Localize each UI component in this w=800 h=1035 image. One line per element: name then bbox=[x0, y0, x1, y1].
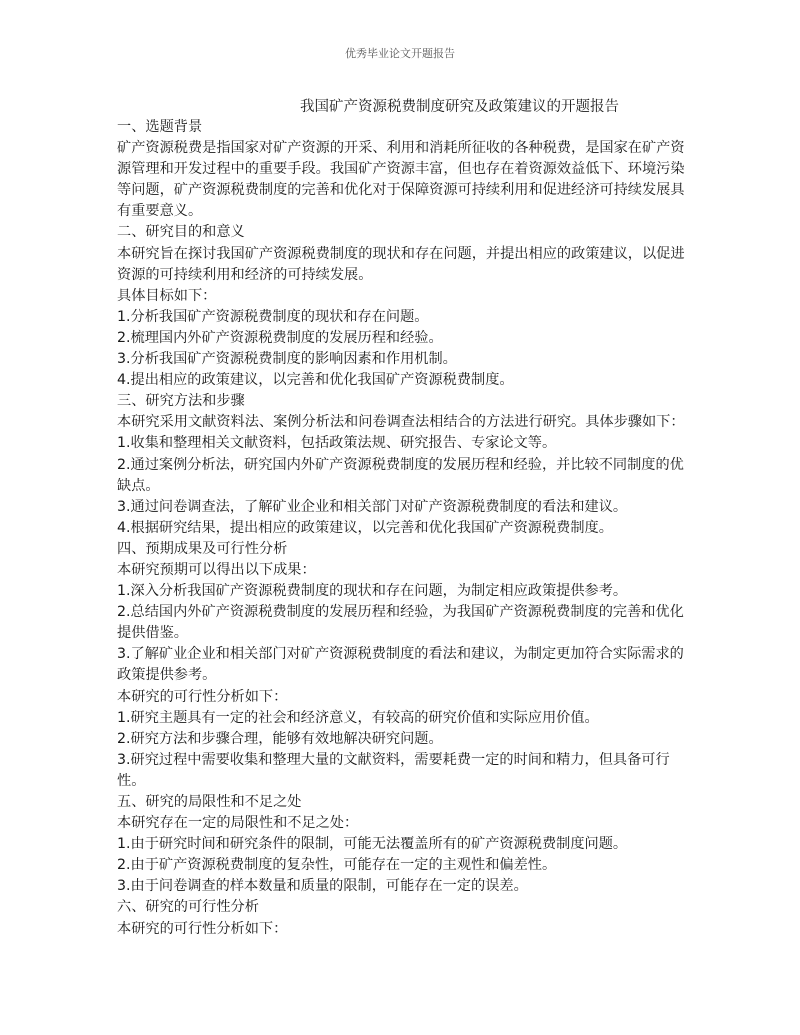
list-item: 3.分析我国矿产资源税费制度的影响因素和作用机制。 bbox=[117, 351, 457, 368]
list-item: 1.收集和整理相关文献资料，包括政策法规、研究报告、专家论文等。 bbox=[117, 435, 557, 452]
paragraph: 本研究预期可以得出以下成果： bbox=[117, 561, 316, 578]
list-item: 1.分析我国矿产资源税费制度的现状和存在问题。 bbox=[117, 308, 429, 325]
section-heading-1: 一、选题背景 bbox=[117, 119, 203, 135]
list-item: 2.通过案例分析法，研究国内外矿产资源税费制度的发展历程和经验，并比较不同制度的优缺点。 bbox=[117, 456, 684, 494]
list-item: 2.总结国内外矿产资源税费制度的发展历程和经验，为我国矿产资源税费制度的完善和优化提供借鉴。 bbox=[117, 604, 684, 642]
paragraph: 本研究的可行性分析如下： bbox=[117, 920, 288, 937]
list-item: 3.了解矿业企业和相关部门对矿产资源税费制度的看法和建议，为制定更加符合实际需求的政策提供参考。 bbox=[117, 646, 684, 684]
paragraph: 本研究采用文献资料法、案例分析法和问卷调查法相结合的方法进行研究。具体步骤如下： bbox=[117, 414, 685, 431]
list-item: 4.提出相应的政策建议，以完善和优化我国矿产资源税费制度。 bbox=[117, 372, 514, 389]
list-item: 1.研究主题具有一定的社会和经济意义，有较高的研究价值和实际应用价值。 bbox=[117, 709, 599, 726]
section-heading-6: 六、研究的可行性分析 bbox=[117, 899, 259, 916]
paragraph: 本研究存在一定的局限性和不足之处： bbox=[117, 815, 359, 832]
list-item: 4.根据研究结果，提出相应的政策建议，以完善和优化我国矿产资源税费制度。 bbox=[117, 519, 613, 536]
section-heading-5: 五、研究的局限性和不足之处 bbox=[117, 794, 302, 810]
list-item: 2.梳理国内外矿产资源税费制度的发展历程和经验。 bbox=[117, 329, 443, 346]
list-item: 2.研究方法和步骤合理，能够有效地解决研究问题。 bbox=[117, 730, 443, 747]
list-item: 2.由于矿产资源税费制度的复杂性，可能存在一定的主观性和偏差性。 bbox=[117, 857, 557, 874]
list-item: 1.深入分析我国矿产资源税费制度的现状和存在问题，为制定相应政策提供参考。 bbox=[117, 583, 628, 600]
paragraph: 具体目标如下： bbox=[117, 287, 217, 304]
paragraph: 本研究旨在探讨我国矿产资源税费制度的现状和存在问题，并提出相应的政策建议，以促进资源的可持续利用和经济的可持续发展。 bbox=[117, 245, 685, 283]
paragraph: 本研究的可行性分析如下： bbox=[117, 688, 288, 705]
list-item: 3.通过问卷调查法，了解矿业企业和相关部门对矿产资源税费制度的看法和建议。 bbox=[117, 498, 628, 515]
paragraph: 矿产资源税费是指国家对矿产资源的开采、利用和消耗所征收的各种税费，是国家在矿产资源管理和开发过程中的重要手段。我国矿产资源丰富，但也存在着资源效益低下、环境污染等问题，矿产资源税费制度的完善和优化对于保障资源可持续利用和促进经济可持续发展具有重要意义。 bbox=[117, 140, 685, 220]
section-heading-2: 二、研究目的和意义 bbox=[117, 224, 245, 241]
list-item: 1.由于研究时间和研究条件的限制，可能无法覆盖所有的矿产资源税费制度问题。 bbox=[117, 836, 628, 853]
list-item: 3.研究过程中需要收集和整理大量的文献资料，需要耗费一定的时间和精力，但具备可行性。 bbox=[117, 751, 670, 789]
section-heading-3: 三、研究方法和步骤 bbox=[117, 393, 245, 410]
running-header: 优秀毕业论文开题报告 bbox=[345, 47, 455, 60]
document-title: 我国矿产资源税费制度研究及政策建议的开题报告 bbox=[300, 99, 619, 115]
section-heading-4: 四、预期成果及可行性分析 bbox=[117, 540, 288, 557]
list-item: 3.由于问卷调查的样本数量和质量的限制，可能存在一定的误差。 bbox=[117, 878, 528, 895]
document-body bbox=[117, 117, 692, 940]
